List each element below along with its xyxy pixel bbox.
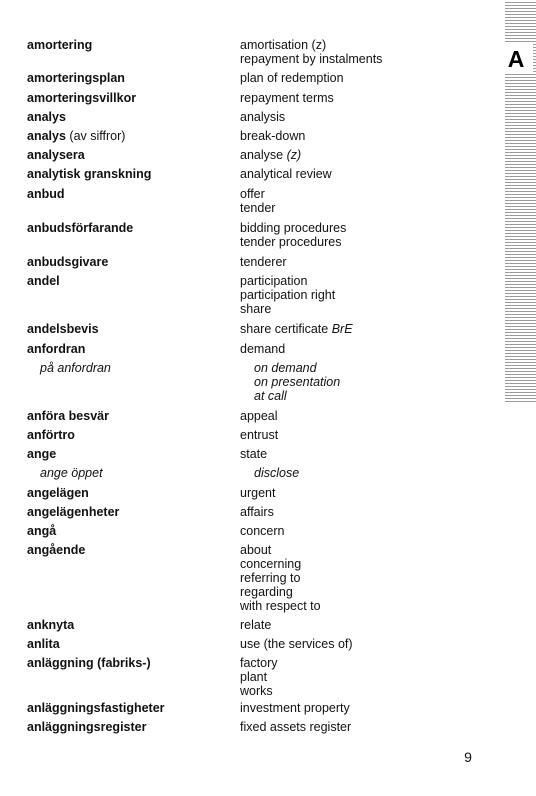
entry-term: [27, 38, 232, 52]
entry-translations: [240, 428, 490, 442]
translation-text: on presentation: [254, 375, 341, 389]
term-note: (av siffror): [69, 129, 126, 143]
translation-text: share: [240, 302, 272, 316]
term-text: angående: [27, 543, 86, 557]
translation-text: regarding: [240, 585, 293, 599]
translation: [240, 656, 490, 670]
translation-text: tender: [240, 201, 276, 215]
entry-translations: [254, 466, 504, 480]
translation: [240, 720, 490, 734]
translation-text: plant: [240, 670, 268, 684]
translation-text: tender procedures: [240, 235, 342, 249]
term-text: amorteringsvillkor: [27, 91, 137, 105]
page-number: 9: [464, 749, 472, 765]
translation-text: share certificate: [240, 322, 329, 336]
translation: [240, 486, 490, 500]
entry-translations: [240, 637, 490, 651]
translation-text: urgent: [240, 486, 276, 500]
translation: [240, 221, 490, 235]
translation: [240, 618, 490, 632]
translation: [240, 505, 490, 519]
term-text: anbudsförfarande: [27, 221, 134, 235]
translation: [240, 91, 490, 105]
entry-translations: [240, 524, 490, 538]
translation: [240, 302, 490, 316]
entry-term: [27, 221, 232, 235]
entry-translations: [240, 148, 490, 162]
translation: [254, 375, 504, 389]
translation-text: analytical review: [240, 167, 332, 181]
translation-text: on demand: [254, 361, 317, 375]
term-text: analys: [27, 129, 66, 143]
entry-term: [27, 618, 232, 632]
entry-term: [27, 129, 232, 143]
translation-text: entrust: [240, 428, 279, 442]
translation-text: analyse: [240, 148, 284, 162]
entry-term: [27, 428, 232, 442]
entry-term: [27, 322, 232, 336]
term-text: ange öppet: [40, 466, 103, 480]
entry-translations: [240, 543, 490, 613]
translation: [240, 71, 490, 85]
translation: [240, 447, 490, 461]
entry-translations: [240, 91, 490, 105]
translation: [240, 148, 490, 162]
entry-translations: [240, 701, 490, 715]
translation-text: plan of redemption: [240, 71, 344, 85]
translation: [240, 701, 490, 715]
translation-text: fixed assets register: [240, 720, 352, 734]
translation-text: demand: [240, 342, 286, 356]
entry-term: [40, 466, 245, 480]
translation: [240, 684, 490, 698]
term-text: analys: [27, 110, 66, 124]
entry-term: [27, 656, 232, 670]
term-text: andel: [27, 274, 60, 288]
entry-translations: [240, 447, 490, 461]
translation: [240, 187, 490, 201]
translation-text: concerning: [240, 557, 302, 571]
entry-translations: [254, 361, 504, 403]
translation-text: referring to: [240, 571, 301, 585]
translation: [240, 409, 490, 423]
translation: [240, 557, 490, 571]
translation-text: affairs: [240, 505, 274, 519]
translation-text: works: [240, 684, 273, 698]
translation-text: break-down: [240, 129, 306, 143]
translation: [254, 466, 504, 480]
entry-term: [27, 701, 232, 715]
term-text: anlita: [27, 637, 60, 651]
term-text: ange: [27, 447, 57, 461]
entry-translations: [240, 71, 490, 85]
translation: [240, 585, 490, 599]
entry-term: [27, 486, 232, 500]
translation-note: BrE: [331, 322, 353, 336]
term-text: anförtro: [27, 428, 75, 442]
entry-translations: [240, 505, 490, 519]
translation: [240, 235, 490, 249]
translation: [240, 288, 490, 302]
entry-term: [40, 361, 245, 375]
term-text: analysera: [27, 148, 85, 162]
translation: [240, 201, 490, 215]
translation: [240, 543, 490, 557]
translation-text: repayment by instalments: [240, 52, 383, 66]
translation: [240, 167, 490, 181]
entry-translations: [240, 618, 490, 632]
term-text: anbudsgivare: [27, 255, 109, 269]
translation: [240, 670, 490, 684]
term-text: andelsbevis: [27, 322, 99, 336]
term-text: anläggning (fabriks-): [27, 656, 151, 670]
entry-term: [27, 255, 232, 269]
translation: [240, 129, 490, 143]
term-text: angelägen: [27, 486, 89, 500]
translation-text: with respect to: [240, 599, 321, 613]
term-text: anknyta: [27, 618, 75, 632]
translation-note: (z): [286, 148, 302, 162]
term-text: amortering: [27, 38, 93, 52]
translation-text: appeal: [240, 409, 278, 423]
entry-term: [27, 148, 232, 162]
term-text: amorteringsplan: [27, 71, 125, 85]
entry-term: [27, 110, 232, 124]
entry-translations: [240, 38, 490, 66]
entry-term: [27, 91, 232, 105]
term-text: analytisk granskning: [27, 167, 152, 181]
term-text: anfordran: [27, 342, 86, 356]
term-text: anbud: [27, 187, 65, 201]
entry-translations: [240, 187, 490, 215]
translation: [240, 274, 490, 288]
entry-translations: [240, 322, 490, 336]
entry-translations: [240, 656, 490, 698]
translation: [240, 428, 490, 442]
translation: [240, 571, 490, 585]
translation-text: relate: [240, 618, 272, 632]
translation-text: state: [240, 447, 268, 461]
term-text: anläggningsfastigheter: [27, 701, 165, 715]
term-text: anföra besvär: [27, 409, 109, 423]
entry-term: [27, 543, 232, 557]
entry-term: [27, 524, 232, 538]
entry-translations: [240, 167, 490, 181]
section-letter: A: [499, 44, 533, 74]
term-text: anläggningsregister: [27, 720, 147, 734]
translation-text: about: [240, 543, 272, 557]
entry-translations: [240, 110, 490, 124]
translation: [240, 110, 490, 124]
translation: [240, 599, 490, 613]
translation: [254, 389, 504, 403]
translation-text: participation right: [240, 288, 336, 302]
translation: [240, 637, 490, 651]
translation-text: repayment terms: [240, 91, 334, 105]
translation: [240, 342, 490, 356]
entry-term: [27, 274, 232, 288]
term-text: på anfordran: [40, 361, 111, 375]
translation-text: analysis: [240, 110, 286, 124]
entry-translations: [240, 255, 490, 269]
entry-term: [27, 447, 232, 461]
translation: [240, 524, 490, 538]
entry-term: [27, 637, 232, 651]
entry-translations: [240, 221, 490, 249]
entry-translations: [240, 129, 490, 143]
translation-text: participation: [240, 274, 308, 288]
translation-text: factory: [240, 656, 278, 670]
translation: [254, 361, 504, 375]
entry-translations: [240, 720, 490, 734]
translation: [240, 255, 490, 269]
translation-text: bidding procedures: [240, 221, 347, 235]
entry-term: [27, 342, 232, 356]
translation: [240, 38, 490, 52]
translation-text: investment property: [240, 701, 350, 715]
translation-text: offer: [240, 187, 265, 201]
entry-term: [27, 720, 232, 734]
translation-text: amortisation (z): [240, 38, 327, 52]
translation-text: concern: [240, 524, 285, 538]
entry-translations: [240, 342, 490, 356]
translation-text: disclose: [254, 466, 300, 480]
translation-text: tenderer: [240, 255, 287, 269]
entry-term: [27, 71, 232, 85]
entry-translations: [240, 274, 490, 316]
entry-translations: [240, 486, 490, 500]
translation-text: at call: [254, 389, 287, 403]
entry-term: [27, 167, 232, 181]
translation-text: use (the services of): [240, 637, 353, 651]
term-text: angå: [27, 524, 57, 538]
translation: [240, 52, 490, 66]
term-text: angelägenheter: [27, 505, 120, 519]
entry-term: [27, 409, 232, 423]
entry-term: [27, 505, 232, 519]
translation: [240, 322, 490, 336]
entry-term: [27, 187, 232, 201]
entry-translations: [240, 409, 490, 423]
